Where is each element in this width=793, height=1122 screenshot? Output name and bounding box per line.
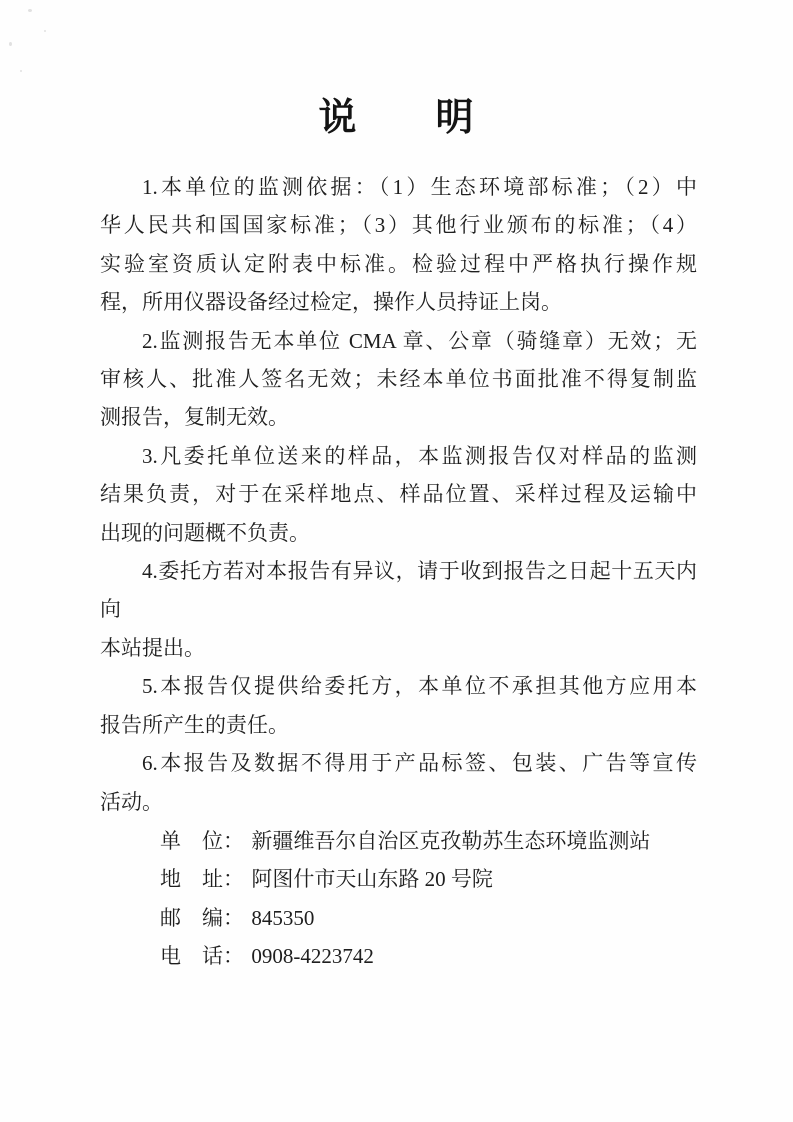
- note-line: 出现的问题概不负责。: [100, 520, 310, 545]
- note-line: 活动。: [100, 789, 163, 814]
- scan-speckle: [28, 9, 32, 12]
- contact-row-phone: [160, 937, 697, 975]
- contact-value: 阿图什市天山东路 20 号院: [251, 867, 493, 892]
- scan-speckle: [20, 70, 22, 72]
- note-line: 2.监测报告无本单位 CMA 章、公章（骑缝章）无效；无: [142, 328, 697, 353]
- note-line: 结果负责，对于在采样地点、样品位置、采样过程及运输中: [100, 482, 697, 507]
- contact-row-unit: [160, 822, 697, 860]
- contact-value: 0908-4223742: [251, 944, 374, 969]
- note-line: 本站提出。: [100, 635, 205, 660]
- contact-label: 单 位：: [160, 828, 244, 853]
- note-line: 3.凡委托单位送来的样品，本监测报告仅对样品的监测: [142, 443, 697, 468]
- contact-block: [100, 822, 697, 976]
- note-line: 6.本报告及数据不得用于产品标签、包装、广告等宣传: [142, 751, 697, 776]
- contact-row-postcode: [160, 899, 697, 937]
- contact-row-address: [160, 860, 697, 898]
- note-line: 程，所用仪器设备经过检定，操作人员持证上岗。: [100, 290, 562, 315]
- note-paragraph-1: [100, 168, 697, 322]
- note-line: 审核人、批准人签名无效；未经本单位书面批准不得复制监: [100, 367, 697, 392]
- note-paragraph-4: [100, 552, 697, 667]
- note-line: 实验室资质认定附表中标准。检验过程中严格执行操作规: [100, 251, 697, 276]
- contact-value: 新疆维吾尔自治区克孜勒苏生态环境监测站: [251, 828, 651, 853]
- contact-label: 地 址：: [160, 867, 244, 892]
- contact-label: 电 话：: [160, 944, 244, 969]
- page-title: 说 明: [318, 97, 475, 139]
- note-paragraph-2: [100, 322, 697, 437]
- scan-speckle: [9, 42, 12, 46]
- note-line: 5.本报告仅提供给委托方，本单位不承担其他方应用本: [142, 674, 697, 699]
- note-line: 4.委托方若对本报告有异议，请于收到报告之日起十五天内向: [100, 559, 697, 622]
- note-line: 1.本单位的监测依据：（1）生态环境部标准；（2）中: [142, 175, 697, 199]
- note-paragraph-5: [100, 667, 697, 744]
- contact-label: 邮 编：: [160, 905, 244, 930]
- contact-value: 845350: [251, 905, 315, 930]
- notes-body: [100, 168, 697, 976]
- note-line: 测报告，复制无效。: [100, 405, 289, 430]
- note-line: 报告所产生的责任。: [100, 712, 289, 737]
- note-paragraph-3: [100, 437, 697, 552]
- note-paragraph-6: [100, 744, 697, 821]
- scan-speckle: [44, 30, 46, 32]
- note-line: 华人民共和国国家标准；（3）其他行业颁布的标准；（4）: [100, 213, 697, 238]
